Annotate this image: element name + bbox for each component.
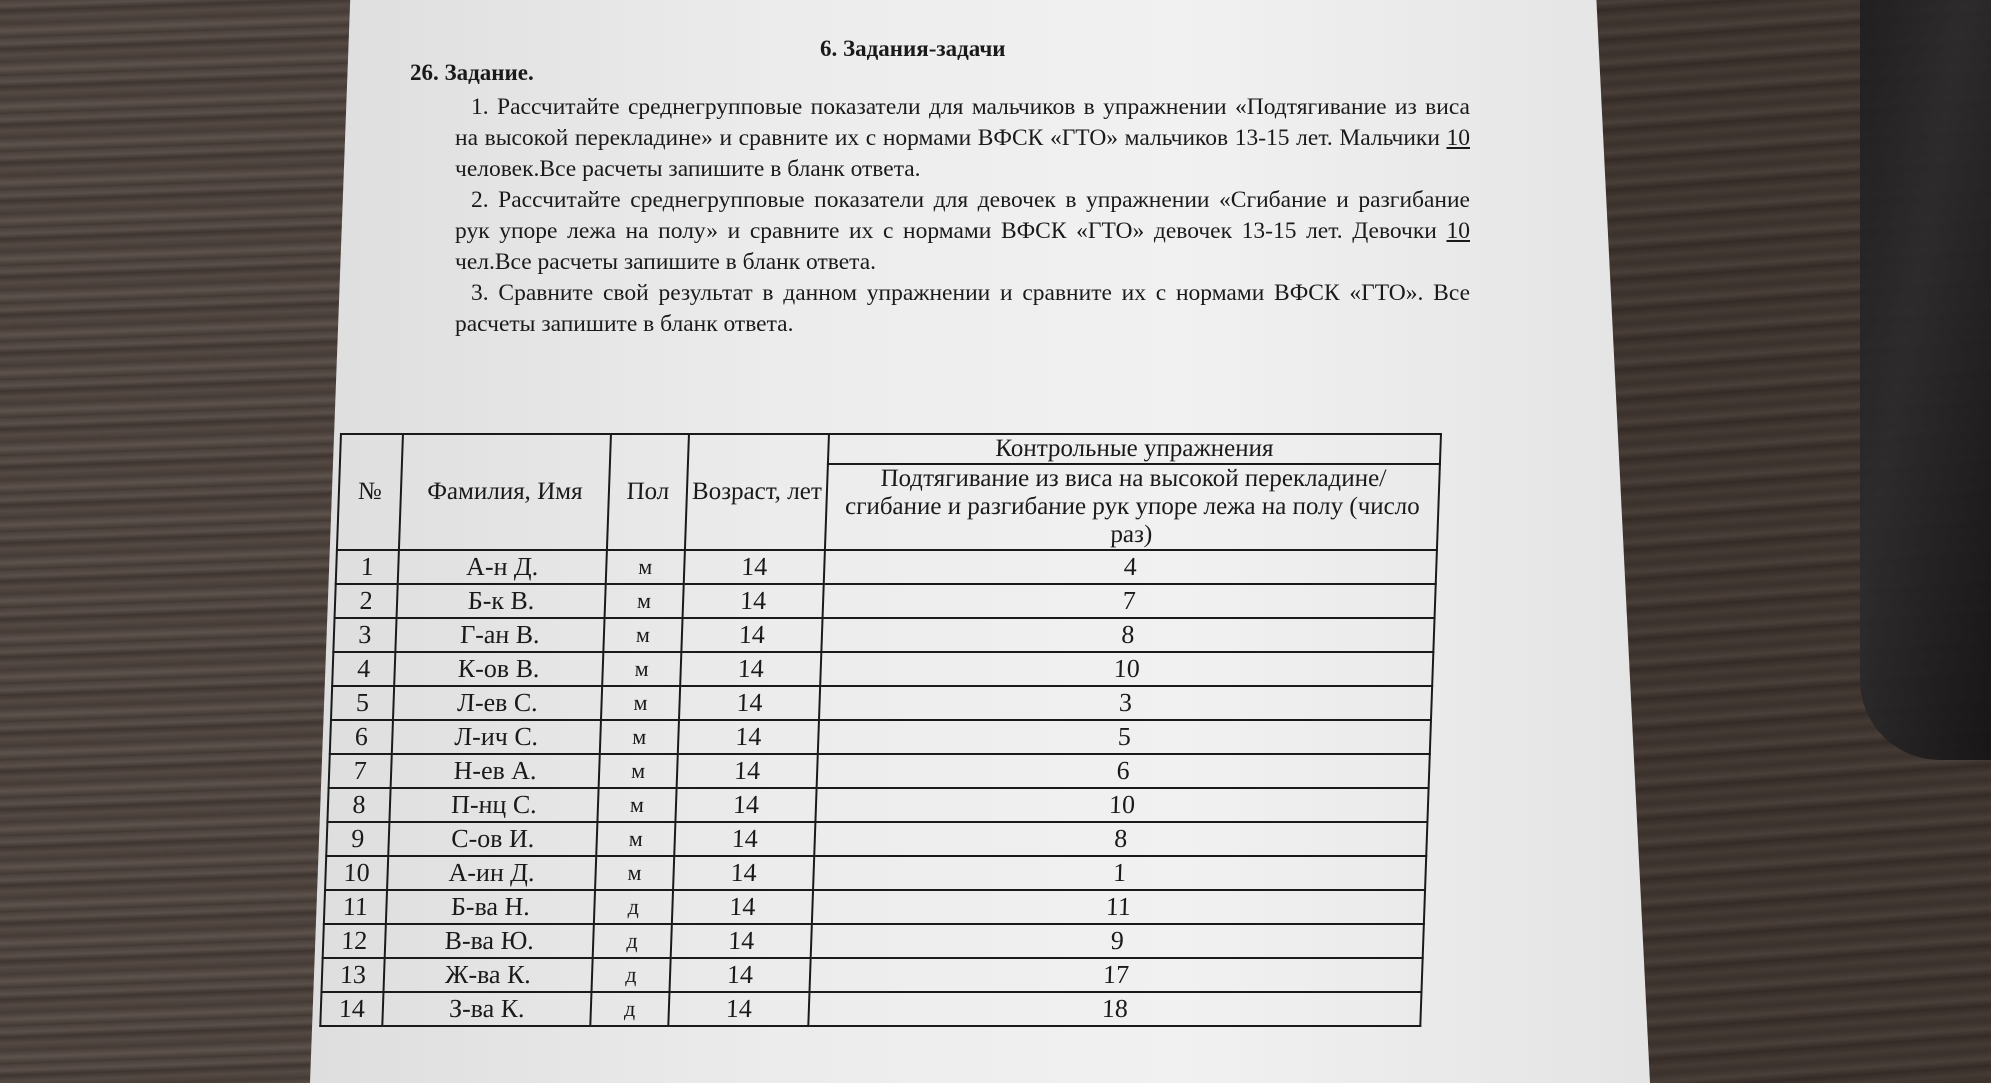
cell-gender: м <box>596 822 675 856</box>
header-control-exercises: Контрольные упражнения <box>828 434 1441 464</box>
cell-number: 11 <box>324 890 387 924</box>
cell-age: 14 <box>680 652 821 686</box>
table-row <box>331 686 1432 720</box>
task-item-1-text: 1. Рассчитайте среднегрупповые показатели для мальчиков в упражнении «Подтягивание из виса на высокой перекладине» и сравните их с нормами ВФСК «ГТО» мальчиков 13-15 лет. Мальчики <box>455 94 1470 151</box>
cell-gender: м <box>600 720 679 754</box>
cell-number: 5 <box>331 686 394 720</box>
cell-name: Г-ан В. <box>395 618 604 652</box>
cell-number: 6 <box>330 720 393 754</box>
table-row <box>327 788 1428 822</box>
header-number: № <box>337 434 403 550</box>
cell-age: 14 <box>673 856 814 890</box>
table-row <box>326 822 1427 856</box>
table-row <box>330 720 1431 754</box>
cell-name: А-ин Д. <box>387 856 596 890</box>
table-row <box>336 550 1437 584</box>
cell-age: 14 <box>681 618 822 652</box>
cell-number: 7 <box>329 754 392 788</box>
cell-result: 8 <box>821 618 1434 652</box>
task-instructions <box>455 92 1470 340</box>
cell-gender: д <box>591 958 670 992</box>
task-item-3-text: 3. Сравните свой результат в данном упражнении и сравните их с нормами ВФСК «ГТО». Все расчеты запишите в бланк ответа. <box>455 280 1470 337</box>
cell-gender: д <box>593 924 672 958</box>
table-row <box>323 924 1424 958</box>
cell-number: 3 <box>333 618 396 652</box>
table-row <box>332 652 1433 686</box>
cell-result: 18 <box>808 992 1421 1026</box>
cell-name: Л-ев С. <box>393 686 602 720</box>
cell-name: А-н Д. <box>398 550 607 584</box>
table-row <box>329 754 1430 788</box>
cell-result: 10 <box>815 788 1428 822</box>
task-item-2 <box>455 185 1470 278</box>
task-item-1 <box>455 92 1470 185</box>
cell-result: 5 <box>818 720 1431 754</box>
cell-name: П-нц С. <box>389 788 598 822</box>
cell-number: 9 <box>326 822 389 856</box>
cell-name: В-ва Ю. <box>385 924 594 958</box>
cell-age: 14 <box>669 958 810 992</box>
cell-gender: м <box>602 652 681 686</box>
cell-number: 8 <box>327 788 390 822</box>
cell-age: 14 <box>674 822 815 856</box>
cell-name: С-ов И. <box>388 822 597 856</box>
cell-age: 14 <box>684 550 825 584</box>
cell-age: 14 <box>675 788 816 822</box>
cell-gender: м <box>599 754 678 788</box>
cell-name: З-ва К. <box>382 992 591 1026</box>
cell-result: 4 <box>824 550 1437 584</box>
cell-gender: м <box>603 618 682 652</box>
header-row-1 <box>340 434 1441 464</box>
cell-result: 17 <box>809 958 1422 992</box>
cell-gender: м <box>606 550 685 584</box>
cell-result: 6 <box>817 754 1430 788</box>
cell-age: 14 <box>683 584 824 618</box>
cell-age: 14 <box>679 686 820 720</box>
cell-name: Б-ва Н. <box>386 890 595 924</box>
header-exercise: Подтягивание из виса на высокой перекладине/ сгибание и разгибание рук упоре лежа на полу (число раз) <box>825 464 1440 550</box>
cell-result: 7 <box>823 584 1436 618</box>
cell-result: 1 <box>813 856 1426 890</box>
cell-name: Б-к В. <box>397 584 606 618</box>
cell-age: 14 <box>678 720 819 754</box>
results-table <box>319 433 1442 1027</box>
cell-number: 14 <box>320 992 383 1026</box>
cell-result: 10 <box>820 652 1433 686</box>
table-row <box>333 618 1434 652</box>
table-body <box>320 550 1437 1026</box>
header-name: Фамилия, Имя <box>399 434 611 550</box>
cell-name: К-ов В. <box>394 652 603 686</box>
task-item-3 <box>455 278 1470 340</box>
task-item-2-count: 10 <box>1446 218 1470 244</box>
table-row <box>325 856 1426 890</box>
cell-gender: м <box>597 788 676 822</box>
cell-gender: д <box>594 890 673 924</box>
cell-gender: д <box>590 992 669 1026</box>
header-age: Возраст, лет <box>685 434 829 550</box>
cell-name: Ж-ва К. <box>383 958 592 992</box>
cell-number: 2 <box>335 584 398 618</box>
cell-name: Л-ич С. <box>392 720 601 754</box>
cell-age: 14 <box>677 754 818 788</box>
task-item-2-text-end: чел.Все расчеты запишите в бланк ответа. <box>455 249 877 275</box>
table-row <box>335 584 1436 618</box>
cell-age: 14 <box>668 992 809 1026</box>
cell-gender: м <box>601 686 680 720</box>
task-item-2-text: 2. Рассчитайте среднегрупповые показатели для девочек в упражнении «Сгибание и разгибание рук упоре лежа на полу» и сравните их с нормами ВФСК «ГТО» девочек 13-15 лет. Девочки <box>455 187 1470 244</box>
cell-result: 9 <box>811 924 1424 958</box>
cell-number: 4 <box>332 652 395 686</box>
cell-name: Н-ев А. <box>391 754 600 788</box>
cell-result: 3 <box>819 686 1432 720</box>
table-row <box>321 958 1422 992</box>
cell-gender: м <box>605 584 684 618</box>
cell-number: 13 <box>321 958 384 992</box>
cell-age: 14 <box>671 924 812 958</box>
table-row <box>320 992 1421 1026</box>
task-item-1-count: 10 <box>1446 125 1470 151</box>
cell-result: 8 <box>814 822 1427 856</box>
cell-number: 10 <box>325 856 388 890</box>
header-gender: Пол <box>607 434 689 550</box>
cell-number: 1 <box>336 550 399 584</box>
table-row <box>324 890 1425 924</box>
cell-gender: м <box>595 856 674 890</box>
cell-age: 14 <box>672 890 813 924</box>
task-item-1-text-end: человек.Все расчеты запишите в бланк ответа. <box>455 156 921 182</box>
task-title: 26. Задание. <box>410 60 534 85</box>
cell-number: 12 <box>323 924 386 958</box>
section-title: 6. Задания-задачи <box>820 36 1006 61</box>
cell-result: 11 <box>812 890 1425 924</box>
